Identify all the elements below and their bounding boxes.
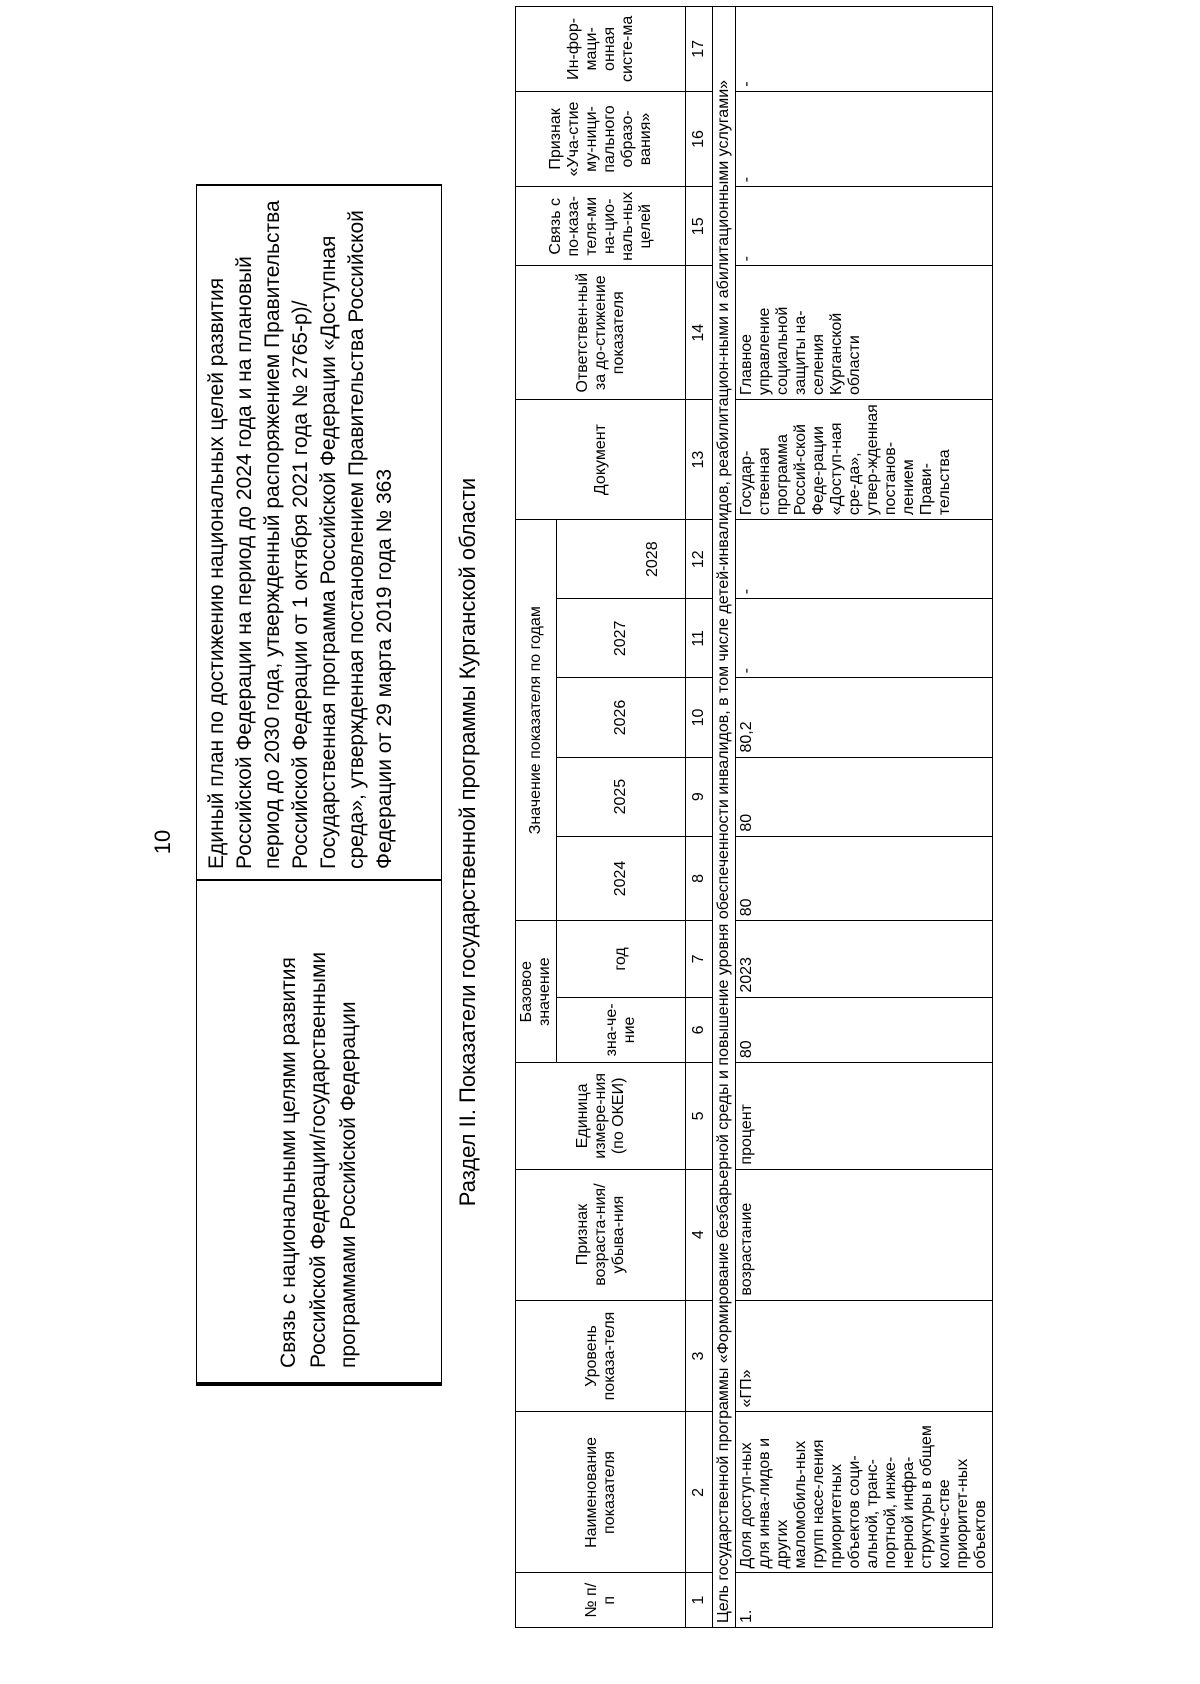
col-number: 17 xyxy=(686,7,713,92)
header-2025: 2025 xyxy=(557,757,686,836)
header-2028: 2028 xyxy=(621,520,686,599)
col-number: 4 xyxy=(686,1169,713,1300)
national-goals-link-box xyxy=(196,184,442,1386)
row-name: Доля доступ-ных для инва-лидов и других маломобиль-ных групп насе-ления приоритетных объектов соци-альной, транс-портной, инже-нерной инфра-структуры в общем количе-стве приоритет-ных объектов xyxy=(736,1412,993,1573)
header-infosystem: Ин-фор-маци-онная систе-ма xyxy=(516,7,686,92)
header-trend: Признак возраста-ния/убыва-ния xyxy=(516,1169,686,1300)
program-goal: Цель государственной программы «Формирование безбарьерной среды и повышение уровня обеспеченности инвалидов, в том числе детей-инвалидов, реабилитацион-ными и абилитационными услугами» xyxy=(713,7,736,1628)
page-number: 10 xyxy=(150,829,175,855)
row-2024: 80 xyxy=(736,836,993,921)
col-number: 13 xyxy=(686,400,713,520)
row-level: «ГП» xyxy=(736,1300,993,1412)
header-base-value: зна-че-ние xyxy=(557,997,686,1062)
column-number-row xyxy=(686,7,713,1628)
row-document: Государ-ственная программа Россий-ской Феде-рации «Доступ-ная сре-да», утвер-жденная постанов-лением Прави-тельства xyxy=(736,400,993,520)
col-number: 1 xyxy=(686,1573,713,1628)
col-number: 12 xyxy=(686,520,713,599)
col-number: 7 xyxy=(686,921,713,997)
header-2024: 2024 xyxy=(557,836,686,921)
col-number: 11 xyxy=(686,599,713,678)
row-unit: процент xyxy=(736,1063,993,1169)
header-num: № п/ п xyxy=(516,1573,686,1628)
row-base-value: 80 xyxy=(736,997,993,1062)
row-infosystem: - xyxy=(736,7,993,92)
col-number: 10 xyxy=(686,678,713,757)
col-number: 16 xyxy=(686,91,713,187)
header-municipal: Признак «Уча-стие му-ници-пального образо-вания» xyxy=(516,91,686,187)
col-number: 3 xyxy=(686,1300,713,1412)
header-level: Уровень показа-теля xyxy=(516,1300,686,1412)
row-2025: 80 xyxy=(736,757,993,836)
header-2028-gap xyxy=(557,520,622,599)
row-num: 1. xyxy=(736,1573,993,1628)
row-2026: 80,2 xyxy=(736,678,993,757)
header-document: Документ xyxy=(516,400,686,520)
header-row-1 xyxy=(516,7,557,1628)
header-unit: Единица измере-ния (по ОКЕИ) xyxy=(516,1063,686,1169)
header-2026: 2026 xyxy=(557,678,686,757)
indicators-table xyxy=(515,6,993,1628)
table-row xyxy=(736,7,993,1628)
header-base: Базовое значение xyxy=(516,921,557,1063)
goal-row xyxy=(713,7,736,1628)
col-number: 5 xyxy=(686,1063,713,1169)
col-number: 8 xyxy=(686,836,713,921)
col-number: 2 xyxy=(686,1412,713,1573)
row-2027: - xyxy=(736,599,993,678)
row-2028: - xyxy=(736,520,993,599)
row-trend: возрастание xyxy=(736,1169,993,1300)
row-base-year: 2023 xyxy=(736,921,993,997)
link-box-label: Связь с национальными целями развития Российской Федерации/государственными программами Российской Федерации xyxy=(197,879,441,1384)
section-title: Раздел II. Показатели государственной программы Курганской области xyxy=(455,477,480,1207)
col-number: 9 xyxy=(686,757,713,836)
header-base-year: год xyxy=(557,921,686,997)
header-name: Наименование показателя xyxy=(516,1412,686,1573)
header-2027: 2027 xyxy=(557,599,686,678)
row-link-goals: - xyxy=(736,187,993,266)
col-number: 6 xyxy=(686,997,713,1062)
col-number: 15 xyxy=(686,187,713,266)
row-municipal: - xyxy=(736,91,993,187)
header-responsible: Ответствен-ный за до-стижение показателя xyxy=(516,266,686,400)
col-number: 14 xyxy=(686,266,713,400)
header-values-by-year: Значение показателя по годам xyxy=(516,520,557,921)
row-responsible: Главное управление социальной защиты на-селения Курганской области xyxy=(736,266,993,400)
link-box-value: Единый план по достижению национальных целей развития Российской Федерации на период до 2024 года и на плановый период до 2030 года, утвержденный распоряжением Правительства Российской Федерации от 1 октября 2021 года № 2765-р)/ Государственная программа Российской Федерации «Доступная среда», утвержденная постановлением Правительства Российской Федерации от 29 марта 2019 года № 363 xyxy=(205,200,396,869)
header-link-goals: Связь с по-каза-теля-ми на-цио-наль-ных целей xyxy=(516,187,686,266)
